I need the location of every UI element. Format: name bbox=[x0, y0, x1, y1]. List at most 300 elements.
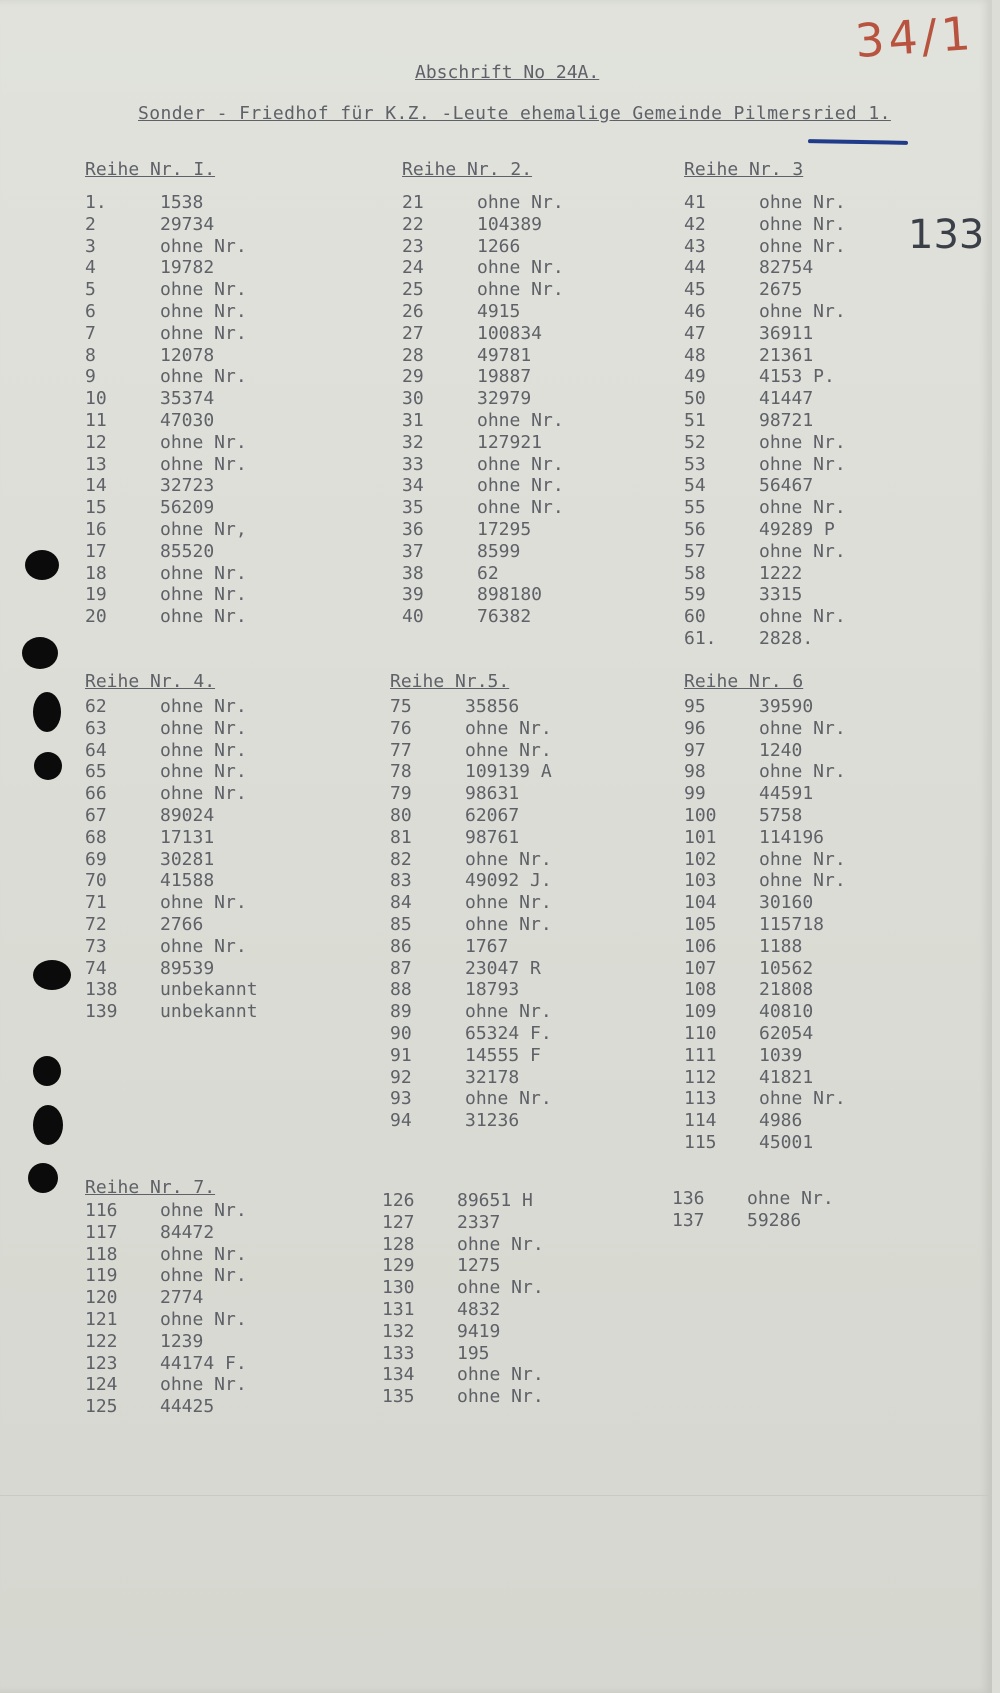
grave-number: 130 bbox=[382, 1277, 415, 1299]
grave-number: 59 bbox=[684, 584, 706, 606]
prisoner-number: 21808 bbox=[759, 979, 814, 1001]
grave-entry bbox=[85, 936, 258, 958]
grave-entry bbox=[85, 696, 258, 718]
grave-number: 129 bbox=[382, 1255, 415, 1277]
grave-number: 11 bbox=[85, 409, 107, 431]
grave-number: 77 bbox=[390, 739, 412, 761]
grave-entry bbox=[390, 1110, 552, 1132]
prisoner-number: 35856 bbox=[465, 696, 520, 717]
prisoner-number: ohne Nr. bbox=[759, 1088, 846, 1110]
grave-entry bbox=[85, 1200, 247, 1222]
prisoner-number: 62 bbox=[477, 562, 499, 584]
section-reihe-1 bbox=[85, 158, 247, 628]
prisoner-number: ohne Nr. bbox=[759, 192, 846, 213]
prisoner-number: 109139 A bbox=[465, 761, 552, 783]
punch-hole bbox=[33, 1056, 61, 1086]
prisoner-number: 19887 bbox=[477, 366, 532, 388]
prisoner-number: ohne Nr. bbox=[477, 257, 564, 279]
grave-number: 110 bbox=[684, 1022, 717, 1044]
grave-number: 126 bbox=[382, 1190, 415, 1211]
grave-number: 72 bbox=[85, 913, 107, 935]
grave-number: 83 bbox=[390, 870, 412, 892]
prisoner-number: ohne Nr. bbox=[759, 606, 846, 628]
grave-entry bbox=[684, 236, 846, 258]
grave-entry bbox=[684, 432, 846, 454]
grave-number: 127 bbox=[382, 1211, 415, 1233]
grave-number: 13 bbox=[85, 453, 107, 475]
prisoner-number: ohne Nr. bbox=[457, 1233, 544, 1255]
prisoner-number: ohne Nr. bbox=[477, 192, 564, 213]
grave-entry bbox=[382, 1364, 544, 1386]
grave-entry bbox=[85, 740, 258, 762]
grave-number: 56 bbox=[684, 518, 706, 540]
grave-entry bbox=[684, 214, 846, 236]
grave-number: 108 bbox=[684, 979, 717, 1001]
grave-number: 64 bbox=[85, 739, 107, 761]
section-reihe-7-continued bbox=[382, 1190, 544, 1408]
grave-number: 3 bbox=[85, 235, 96, 257]
prisoner-number: ohne Nr. bbox=[160, 1200, 247, 1221]
prisoner-number: ohne Nr. bbox=[477, 475, 564, 497]
grave-entry bbox=[85, 192, 247, 214]
prisoner-number: 21361 bbox=[759, 344, 814, 366]
prisoner-number: 4153 P. bbox=[759, 366, 835, 388]
grave-number: 34 bbox=[402, 475, 424, 497]
grave-number: 50 bbox=[684, 388, 706, 410]
grave-number: 26 bbox=[402, 300, 424, 322]
grave-entry bbox=[402, 323, 564, 345]
grave-entry bbox=[684, 366, 846, 388]
grave-entry bbox=[402, 541, 564, 563]
prisoner-number: 195 bbox=[457, 1342, 490, 1364]
grave-entry bbox=[85, 870, 258, 892]
grave-entry bbox=[85, 388, 247, 410]
grave-number: 124 bbox=[85, 1374, 118, 1396]
grave-number: 61. bbox=[684, 627, 717, 649]
grave-entry bbox=[672, 1188, 834, 1210]
prisoner-number: 12078 bbox=[160, 344, 215, 366]
grave-number: 82 bbox=[390, 848, 412, 870]
prisoner-number: ohne Nr. bbox=[465, 739, 552, 761]
prisoner-number: 30160 bbox=[759, 892, 814, 914]
grave-number: 105 bbox=[684, 913, 717, 935]
grave-number: 111 bbox=[684, 1044, 717, 1066]
prisoner-number: 62054 bbox=[759, 1022, 814, 1044]
prisoner-number: 1188 bbox=[759, 935, 803, 957]
prisoner-number: ohne Nr. bbox=[477, 497, 564, 519]
grave-entry bbox=[402, 584, 564, 606]
grave-entry bbox=[390, 849, 552, 871]
grave-number: 16 bbox=[85, 518, 107, 540]
prisoner-number: ohne Nr. bbox=[160, 892, 247, 914]
grave-number: 106 bbox=[684, 935, 717, 957]
prisoner-number: 23047 R bbox=[465, 957, 541, 979]
grave-entry bbox=[390, 1088, 552, 1110]
prisoner-number: ohne Nr. bbox=[160, 696, 247, 717]
grave-entry bbox=[85, 541, 247, 563]
prisoner-number: 9419 bbox=[457, 1320, 501, 1342]
prisoner-number: ohne Nr. bbox=[457, 1277, 544, 1299]
grave-entry bbox=[85, 1244, 247, 1266]
grave-entry bbox=[684, 1088, 846, 1110]
grave-entry bbox=[85, 475, 247, 497]
grave-number: 103 bbox=[684, 870, 717, 892]
grave-entry bbox=[85, 606, 247, 628]
prisoner-number: ohne Nr. bbox=[759, 497, 846, 519]
grave-entry bbox=[402, 454, 564, 476]
grave-entry bbox=[85, 1001, 258, 1023]
grave-number: 95 bbox=[684, 696, 706, 717]
grave-entry bbox=[85, 279, 247, 301]
prisoner-number: 17131 bbox=[160, 826, 215, 848]
punch-hole bbox=[34, 752, 62, 780]
grave-number: 41 bbox=[684, 192, 706, 213]
prisoner-number: ohne Nr. bbox=[465, 892, 552, 914]
grave-number: 135 bbox=[382, 1386, 415, 1408]
prisoner-number: 1275 bbox=[457, 1255, 501, 1277]
grave-entry bbox=[684, 563, 846, 585]
prisoner-number: 127921 bbox=[477, 431, 543, 453]
prisoner-number: 18793 bbox=[465, 979, 520, 1001]
grave-number: 78 bbox=[390, 761, 412, 783]
blue-pencil-mark bbox=[808, 139, 908, 145]
prisoner-number: 35374 bbox=[160, 388, 215, 410]
prisoner-number: ohne Nr. bbox=[477, 453, 564, 475]
prisoner-number: 1240 bbox=[759, 739, 803, 761]
grave-entry bbox=[85, 584, 247, 606]
prisoner-number: 1039 bbox=[759, 1044, 803, 1066]
document-title: Abschrift No 24A. bbox=[415, 62, 600, 83]
prisoner-number: 45001 bbox=[759, 1131, 814, 1153]
grave-number: 97 bbox=[684, 739, 706, 761]
grave-entry bbox=[402, 192, 564, 214]
prisoner-number: 98721 bbox=[759, 409, 814, 431]
grave-number: 28 bbox=[402, 344, 424, 366]
grave-entry bbox=[402, 366, 564, 388]
prisoner-number: 10562 bbox=[759, 957, 814, 979]
grave-number: 123 bbox=[85, 1352, 118, 1374]
grave-entry bbox=[684, 388, 846, 410]
grave-entry bbox=[684, 345, 846, 367]
grave-entry bbox=[390, 740, 552, 762]
grave-number: 84 bbox=[390, 892, 412, 914]
grave-entry bbox=[684, 497, 846, 519]
prisoner-number: 49092 J. bbox=[465, 870, 552, 892]
grave-number: 89 bbox=[390, 1001, 412, 1023]
grave-entry bbox=[684, 958, 846, 980]
grave-number: 73 bbox=[85, 935, 107, 957]
grave-entry bbox=[85, 1331, 247, 1353]
grave-entry bbox=[684, 914, 846, 936]
grave-entry bbox=[684, 805, 846, 827]
grave-number: 12 bbox=[85, 431, 107, 453]
grave-number: 2 bbox=[85, 213, 96, 235]
grave-number: 51 bbox=[684, 409, 706, 431]
grave-number: 36 bbox=[402, 518, 424, 540]
grave-number: 88 bbox=[390, 979, 412, 1001]
grave-entry bbox=[684, 870, 846, 892]
grave-entry bbox=[382, 1277, 544, 1299]
grave-entry bbox=[684, 279, 846, 301]
prisoner-number: ohne Nr. bbox=[759, 453, 846, 475]
prisoner-number: 2766 bbox=[160, 913, 204, 935]
grave-entry bbox=[402, 606, 564, 628]
grave-entry bbox=[85, 236, 247, 258]
grave-number: 92 bbox=[390, 1066, 412, 1088]
grave-entry bbox=[390, 936, 552, 958]
grave-number: 14 bbox=[85, 475, 107, 497]
prisoner-number: ohne Nr. bbox=[477, 409, 564, 431]
prisoner-number: 82754 bbox=[759, 257, 814, 279]
prisoner-number: ohne Nr. bbox=[465, 913, 552, 935]
prisoner-number: ohne Nr. bbox=[465, 1001, 552, 1023]
prisoner-number: ohne Nr. bbox=[160, 453, 247, 475]
grave-entry bbox=[382, 1321, 544, 1343]
prisoner-number: ohne Nr. bbox=[160, 300, 247, 322]
grave-number: 67 bbox=[85, 804, 107, 826]
grave-entry bbox=[85, 761, 258, 783]
grave-number: 132 bbox=[382, 1320, 415, 1342]
grave-number: 17 bbox=[85, 540, 107, 562]
punch-hole bbox=[33, 692, 61, 732]
grave-entry bbox=[390, 761, 552, 783]
grave-entry bbox=[85, 1353, 247, 1375]
prisoner-number: ohne Nr. bbox=[759, 870, 846, 892]
grave-entry bbox=[85, 914, 258, 936]
grave-number: 25 bbox=[402, 279, 424, 301]
grave-number: 22 bbox=[402, 213, 424, 235]
grave-entry bbox=[684, 628, 846, 650]
grave-entry bbox=[382, 1212, 544, 1234]
prisoner-number: 98631 bbox=[465, 783, 520, 805]
prisoner-number: 29734 bbox=[160, 213, 215, 235]
grave-number: 44 bbox=[684, 257, 706, 279]
grave-entry bbox=[684, 257, 846, 279]
grave-entry bbox=[684, 892, 846, 914]
grave-number: 47 bbox=[684, 322, 706, 344]
prisoner-number: 19782 bbox=[160, 257, 215, 279]
prisoner-number: 89024 bbox=[160, 804, 215, 826]
grave-entry bbox=[402, 236, 564, 258]
grave-entry bbox=[85, 323, 247, 345]
grave-entry bbox=[390, 914, 552, 936]
prisoner-number: 32723 bbox=[160, 475, 215, 497]
grave-entry bbox=[85, 345, 247, 367]
prisoner-number: ohne Nr. bbox=[160, 1374, 247, 1396]
grave-number: 93 bbox=[390, 1088, 412, 1110]
prisoner-number: ohne Nr. bbox=[465, 1088, 552, 1110]
prisoner-number: 4915 bbox=[477, 300, 521, 322]
prisoner-number: ohne Nr. bbox=[160, 562, 247, 584]
prisoner-number: 2675 bbox=[759, 279, 803, 301]
grave-entry bbox=[684, 827, 846, 849]
grave-entry bbox=[684, 936, 846, 958]
grave-number: 86 bbox=[390, 935, 412, 957]
prisoner-number: 65324 F. bbox=[465, 1022, 552, 1044]
prisoner-number: ohne Nr. bbox=[457, 1386, 544, 1408]
grave-entry bbox=[85, 1222, 247, 1244]
section-reihe-6 bbox=[684, 670, 846, 1154]
grave-entry bbox=[85, 1287, 247, 1309]
prisoner-number: ohne Nr. bbox=[747, 1188, 834, 1209]
grave-entry bbox=[684, 584, 846, 606]
grave-entry bbox=[684, 740, 846, 762]
section-reihe-2 bbox=[402, 158, 564, 628]
grave-entry bbox=[390, 718, 552, 740]
grave-number: 62 bbox=[85, 696, 107, 717]
grave-number: 116 bbox=[85, 1200, 118, 1221]
prisoner-number: 32979 bbox=[477, 388, 532, 410]
grave-entry bbox=[85, 849, 258, 871]
grave-entry bbox=[382, 1386, 544, 1408]
grave-entry bbox=[85, 214, 247, 236]
grave-number: 55 bbox=[684, 497, 706, 519]
prisoner-number: 100834 bbox=[477, 322, 543, 344]
prisoner-number: 47030 bbox=[160, 409, 215, 431]
prisoner-number: ohne Nr. bbox=[759, 717, 846, 739]
grave-entry bbox=[684, 783, 846, 805]
grave-number: 18 bbox=[85, 562, 107, 584]
grave-number: 79 bbox=[390, 783, 412, 805]
grave-number: 32 bbox=[402, 431, 424, 453]
grave-entry bbox=[684, 979, 846, 1001]
grave-number: 46 bbox=[684, 300, 706, 322]
grave-number: 43 bbox=[684, 235, 706, 257]
grave-entry bbox=[684, 475, 846, 497]
grave-number: 114 bbox=[684, 1110, 717, 1132]
grave-number: 71 bbox=[85, 892, 107, 914]
grave-number: 128 bbox=[382, 1233, 415, 1255]
grave-number: 7 bbox=[85, 322, 96, 344]
section-reihe-4 bbox=[85, 670, 258, 1023]
grave-entry bbox=[390, 979, 552, 1001]
prisoner-number: 41588 bbox=[160, 870, 215, 892]
grave-number: 21 bbox=[402, 192, 424, 213]
section-reihe-7 bbox=[85, 1176, 247, 1418]
grave-number: 87 bbox=[390, 957, 412, 979]
prisoner-number: 36911 bbox=[759, 322, 814, 344]
grave-entry bbox=[402, 497, 564, 519]
grave-number: 134 bbox=[382, 1364, 415, 1386]
grave-entry bbox=[390, 805, 552, 827]
grave-number: 10 bbox=[85, 388, 107, 410]
prisoner-number: 56209 bbox=[160, 497, 215, 519]
prisoner-number: 41821 bbox=[759, 1066, 814, 1088]
grave-number: 33 bbox=[402, 453, 424, 475]
document-subtitle: Sonder - Friedhof für K.Z. -Leute ehemalige Gemeinde Pilmersried 1. bbox=[138, 103, 891, 124]
prisoner-number: 76382 bbox=[477, 606, 532, 628]
grave-entry bbox=[684, 1045, 846, 1067]
prisoner-number: 1266 bbox=[477, 235, 521, 257]
grave-number: 5 bbox=[85, 279, 96, 301]
grave-number: 70 bbox=[85, 870, 107, 892]
grave-entry bbox=[684, 1001, 846, 1023]
section-heading: Reihe Nr. 4. bbox=[85, 671, 216, 692]
grave-entry bbox=[402, 257, 564, 279]
grave-number: 85 bbox=[390, 913, 412, 935]
grave-number: 39 bbox=[402, 584, 424, 606]
grave-number: 58 bbox=[684, 562, 706, 584]
grave-number: 60 bbox=[684, 606, 706, 628]
grave-entry bbox=[85, 519, 247, 541]
section-heading: Reihe Nr. 3 bbox=[684, 159, 804, 180]
grave-number: 35 bbox=[402, 497, 424, 519]
grave-entry bbox=[85, 410, 247, 432]
page-fold-line bbox=[0, 1495, 992, 1496]
grave-number: 99 bbox=[684, 783, 706, 805]
grave-number: 48 bbox=[684, 344, 706, 366]
section-reihe-3 bbox=[684, 158, 846, 650]
grave-entry bbox=[85, 958, 258, 980]
grave-number: 91 bbox=[390, 1044, 412, 1066]
grave-entry bbox=[85, 783, 258, 805]
prisoner-number: ohne Nr. bbox=[160, 717, 247, 739]
prisoner-number: ohne Nr. bbox=[465, 848, 552, 870]
grave-number: 42 bbox=[684, 213, 706, 235]
grave-number: 40 bbox=[402, 606, 424, 628]
grave-number: 109 bbox=[684, 1001, 717, 1023]
prisoner-number: 31236 bbox=[465, 1110, 520, 1132]
grave-entry bbox=[684, 301, 846, 323]
grave-entry bbox=[390, 958, 552, 980]
prisoner-number: 115718 bbox=[759, 913, 825, 935]
grave-entry bbox=[402, 519, 564, 541]
section-heading: Reihe Nr. I. bbox=[85, 159, 216, 180]
prisoner-number: ohne Nr. bbox=[160, 366, 247, 388]
grave-entry bbox=[684, 1067, 846, 1089]
grave-number: 133 bbox=[382, 1342, 415, 1364]
prisoner-number: 1767 bbox=[465, 935, 509, 957]
section-reihe-5 bbox=[390, 670, 552, 1132]
prisoner-number: ohne Nr. bbox=[759, 848, 846, 870]
prisoner-number: 5758 bbox=[759, 804, 803, 826]
prisoner-number: 89539 bbox=[160, 957, 215, 979]
grave-entry bbox=[402, 279, 564, 301]
grave-number: 68 bbox=[85, 826, 107, 848]
grave-number: 120 bbox=[85, 1287, 118, 1309]
grave-entry bbox=[382, 1255, 544, 1277]
prisoner-number: ohne Nr. bbox=[160, 431, 247, 453]
grave-number: 63 bbox=[85, 717, 107, 739]
prisoner-number: 104389 bbox=[477, 213, 543, 235]
prisoner-number: 40810 bbox=[759, 1001, 814, 1023]
prisoner-number: ohne Nr. bbox=[759, 431, 846, 453]
prisoner-number: 84472 bbox=[160, 1221, 215, 1243]
prisoner-number: 44591 bbox=[759, 783, 814, 805]
grave-entry bbox=[402, 301, 564, 323]
prisoner-number: ohne Nr. bbox=[160, 783, 247, 805]
grave-number: 9 bbox=[85, 366, 96, 388]
prisoner-number: unbekannt bbox=[160, 979, 258, 1001]
grave-number: 122 bbox=[85, 1330, 118, 1352]
prisoner-number: 1538 bbox=[160, 192, 204, 213]
prisoner-number: 1239 bbox=[160, 1330, 204, 1352]
prisoner-number: ohne Nr. bbox=[160, 1308, 247, 1330]
prisoner-number: 4832 bbox=[457, 1298, 501, 1320]
grave-number: 24 bbox=[402, 257, 424, 279]
prisoner-number: 89651 H bbox=[457, 1190, 533, 1211]
prisoner-number: 898180 bbox=[477, 584, 543, 606]
grave-entry bbox=[684, 849, 846, 871]
prisoner-number: ohne Nr. bbox=[759, 235, 846, 257]
grave-number: 131 bbox=[382, 1298, 415, 1320]
grave-entry bbox=[85, 892, 258, 914]
grave-number: 74 bbox=[85, 957, 107, 979]
prisoner-number: ohne Nr. bbox=[160, 761, 247, 783]
prisoner-number: ohne Nr. bbox=[160, 584, 247, 606]
grave-number: 53 bbox=[684, 453, 706, 475]
prisoner-number: 59286 bbox=[747, 1209, 802, 1231]
